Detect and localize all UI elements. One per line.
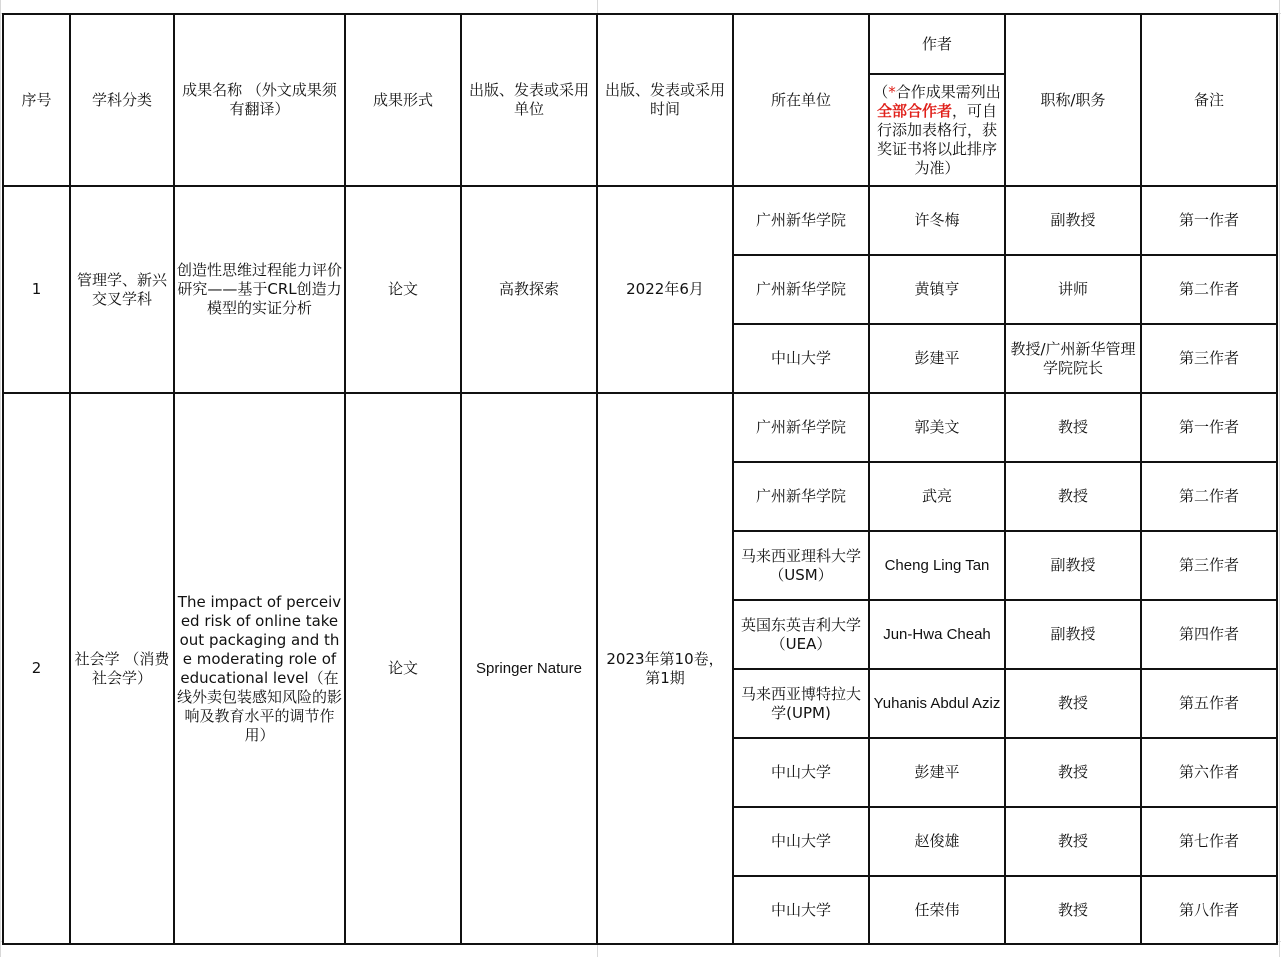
cell-author-name[interactable]: 彭建平 [869,324,1005,393]
cell-rank[interactable]: 教授 [1005,462,1141,531]
cell-form[interactable]: 论文 [345,393,461,944]
cell-discipline[interactable]: 社会学 （消费社会学） [70,393,174,944]
cell-rank[interactable]: 教授 [1005,876,1141,944]
header-remark[interactable]: 备注 [1141,14,1277,186]
cell-remark[interactable]: 第二作者 [1141,462,1277,531]
cell-author-name[interactable]: Cheng Ling Tan [869,531,1005,600]
cell-remark[interactable]: 第三作者 [1141,531,1277,600]
cell-rank[interactable]: 教授 [1005,669,1141,738]
cell-rank[interactable]: 教授/广州新华管理学院院长 [1005,324,1141,393]
cell-unit[interactable]: 广州新华学院 [733,462,869,531]
cell-seq[interactable]: 1 [3,186,70,393]
cell-remark[interactable]: 第四作者 [1141,600,1277,669]
cell-publisher[interactable]: Springer Nature [461,393,597,944]
header-form[interactable]: 成果形式 [345,14,461,186]
cell-seq[interactable]: 2 [3,393,70,944]
cell-remark[interactable]: 第七作者 [1141,807,1277,876]
cell-unit[interactable]: 马来西亚博特拉大学(UPM) [733,669,869,738]
cell-author-name[interactable]: Jun-Hwa Cheah [869,600,1005,669]
cell-rank[interactable]: 教授 [1005,738,1141,807]
header-author-note[interactable] [869,74,1005,186]
cell-unit[interactable]: 中山大学 [733,876,869,944]
header-publisher[interactable]: 出版、发表或采用单位 [461,14,597,186]
note-text-tail: ，可自行添加表格行，获奖证书将以此排序为准） [876,101,998,177]
table-row [3,393,1277,462]
cell-remark[interactable]: 第二作者 [1141,255,1277,324]
cell-author-name[interactable]: 黄镇亨 [869,255,1005,324]
table-row [3,186,1277,255]
cell-author-name[interactable]: 许冬梅 [869,186,1005,255]
cell-pub-time[interactable]: 2022年6月 [597,186,733,393]
achievement-table [2,13,1278,945]
header-pub-time[interactable]: 出版、发表或采用时间 [597,14,733,186]
cell-unit[interactable]: 广州新华学院 [733,255,869,324]
grid-line [1279,0,1280,957]
cell-rank[interactable]: 副教授 [1005,600,1141,669]
cell-author-name[interactable]: 郭美文 [869,393,1005,462]
cell-unit[interactable]: 马来西亚理科大学（USM） [733,531,869,600]
cell-rank[interactable]: 副教授 [1005,186,1141,255]
cell-unit[interactable]: 广州新华学院 [733,393,869,462]
header-rank[interactable]: 职称/职务 [1005,14,1141,186]
note-text: 合作成果需列出 [895,82,1001,101]
cell-author-name[interactable]: 赵俊雄 [869,807,1005,876]
cell-form[interactable]: 论文 [345,186,461,393]
header-discipline[interactable]: 学科分类 [70,14,174,186]
header-seq[interactable]: 序号 [3,14,70,186]
note-asterisk: * [888,82,896,101]
note-emphasis: 全部合作者 [876,101,952,120]
cell-author-name[interactable]: Yuhanis Abdul Aziz [869,669,1005,738]
cell-author-name[interactable]: 任荣伟 [869,876,1005,944]
cell-rank[interactable]: 副教授 [1005,531,1141,600]
cell-remark[interactable]: 第六作者 [1141,738,1277,807]
cell-pub-time[interactable]: 2023年第10卷，第1期 [597,393,733,944]
cell-unit[interactable]: 中山大学 [733,324,869,393]
cell-unit[interactable]: 中山大学 [733,807,869,876]
cell-publisher[interactable]: 高教探索 [461,186,597,393]
cell-title[interactable]: 创造性思维过程能力评价研究——基于CRL创造力模型的实证分析 [174,186,345,393]
cell-author-name[interactable]: 武亮 [869,462,1005,531]
cell-remark[interactable]: 第一作者 [1141,393,1277,462]
note-open-paren: （ [873,82,889,101]
cell-title[interactable]: The impact of perceived risk of online takeout packaging and the moderating role of educational level（在线外卖包装感知风险的影响及教育水平的调节作用） [174,393,345,944]
header-title[interactable]: 成果名称 （外文成果须有翻译） [174,14,345,186]
cell-rank[interactable]: 教授 [1005,807,1141,876]
cell-author-name[interactable]: 彭建平 [869,738,1005,807]
header-unit[interactable]: 所在单位 [733,14,869,186]
header-author[interactable]: 作者 [869,14,1005,74]
cell-rank[interactable]: 讲师 [1005,255,1141,324]
cell-unit[interactable]: 广州新华学院 [733,186,869,255]
cell-discipline[interactable]: 管理学、新兴交叉学科 [70,186,174,393]
cell-remark[interactable]: 第五作者 [1141,669,1277,738]
cell-remark[interactable]: 第一作者 [1141,186,1277,255]
cell-remark[interactable]: 第三作者 [1141,324,1277,393]
cell-unit[interactable]: 英国东英吉利大学（UEA） [733,600,869,669]
cell-unit[interactable]: 中山大学 [733,738,869,807]
cell-rank[interactable]: 教授 [1005,393,1141,462]
cell-remark[interactable]: 第八作者 [1141,876,1277,944]
